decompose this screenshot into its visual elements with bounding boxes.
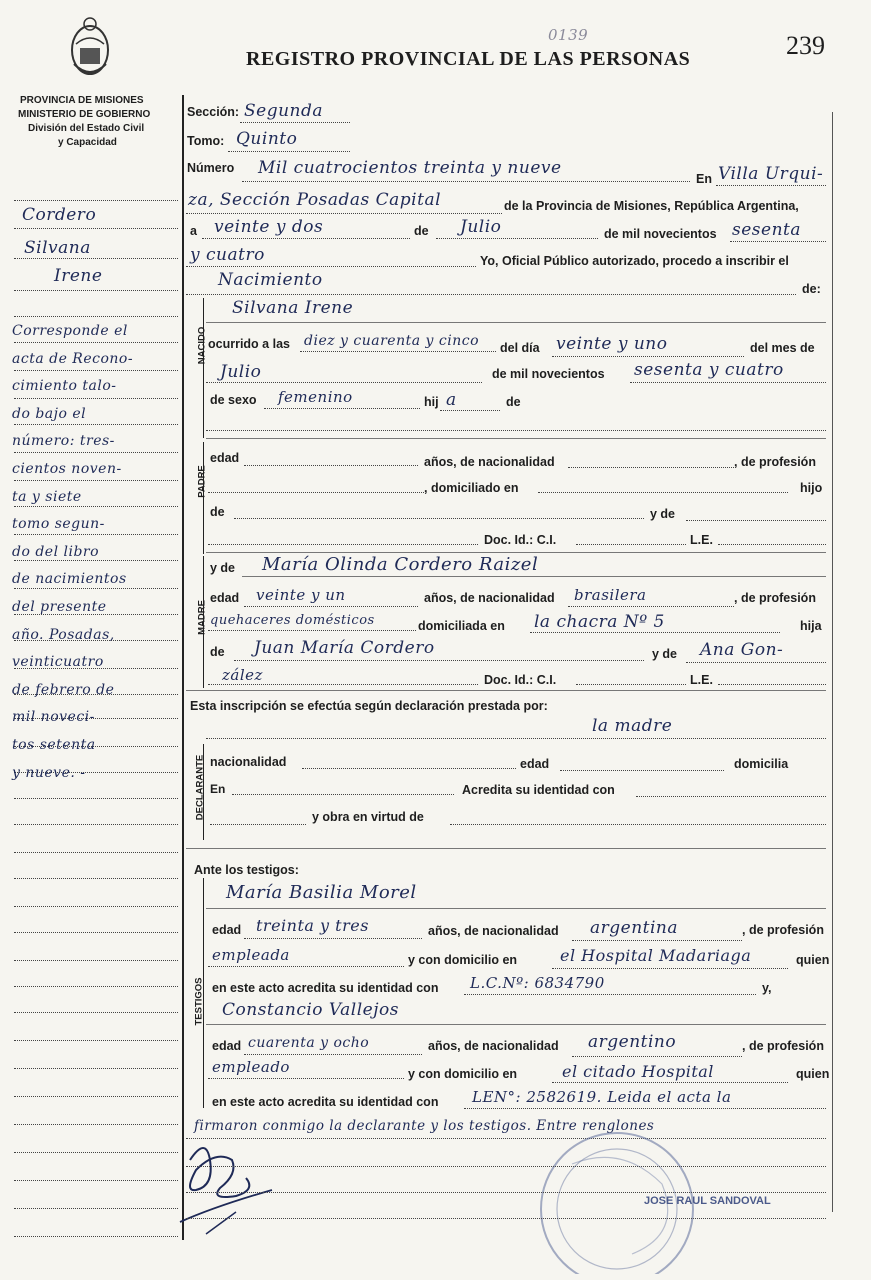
label-hijo: hijo — [800, 481, 823, 495]
value-madre-nombre: María Olinda Cordero Raizel — [262, 554, 539, 575]
label-y-de-madre: y de — [210, 561, 236, 575]
label-le-madre: L.E. — [690, 673, 713, 687]
margin-rule-line — [14, 560, 178, 561]
agency-line-1: PROVINCIA DE MISIONES — [20, 95, 144, 106]
label-provincia: de la Provincia de Misiones, República Argentina, — [504, 199, 799, 213]
value-seccion: Segunda — [244, 101, 324, 121]
value-hora: diez y cuarenta y cinco — [304, 333, 479, 349]
label-anos-nac-padre: años, de nacionalidad — [424, 455, 555, 469]
margin-name-1: Silvana — [24, 238, 91, 258]
value-t2-dom: el citado Hospital — [562, 1062, 714, 1081]
margin-rule-line — [14, 798, 178, 799]
margin-rule-line — [14, 316, 178, 317]
value-dia-nac: veinte y uno — [556, 334, 668, 354]
label-edad-t1: edad — [212, 923, 242, 937]
label-doc-padre: Doc. Id.: C.I. — [484, 533, 557, 547]
margin-rule-line — [14, 932, 178, 933]
label-domiciliada: domiciliada en — [418, 619, 505, 633]
section-declarante: DECLARANTE — [194, 754, 206, 821]
margin-rule-line — [14, 824, 178, 825]
margin-rule-line — [14, 370, 178, 371]
margin-rule-line — [14, 1012, 178, 1013]
margin-rule-line — [14, 1236, 178, 1237]
margin-rule-line — [14, 452, 178, 453]
margin-rule-line — [14, 342, 178, 343]
label-oficial: Yo, Oficial Público autorizado, procedo a inscribir el — [480, 254, 789, 268]
margin-rule-line — [14, 906, 178, 907]
label-anos-nac-madre: años, de nacionalidad — [424, 591, 555, 605]
margin-note-line: año. Posadas, — [12, 626, 115, 643]
label-seccion: Sección: — [187, 105, 240, 119]
margin-rule-line — [14, 200, 178, 201]
margin-rule-line — [14, 258, 178, 259]
label-del-dia: del día — [500, 341, 540, 355]
label-acredita-decl: Acredita su identidad con — [462, 783, 615, 797]
value-lugar-1: Villa Urqui- — [718, 164, 824, 184]
value-t1-dom: el Hospital Madariaga — [560, 946, 752, 965]
margin-rule-line — [14, 1124, 178, 1125]
label-profesion-t1: , de profesión — [742, 923, 824, 937]
agency-line-4: y Capacidad — [58, 137, 117, 148]
page-number: 239 — [786, 31, 825, 60]
value-sexo: femenino — [278, 388, 353, 406]
margin-rule-line — [14, 1040, 178, 1041]
margin-note-line: de nacimientos — [12, 571, 127, 588]
margin-rule-line — [14, 986, 178, 987]
value-tomo: Quinto — [236, 129, 298, 149]
coat-of-arms-icon — [66, 14, 114, 82]
margin-note-line: mil noveci- — [12, 709, 95, 726]
label-quien-t1: quien — [796, 953, 830, 967]
value-dia: veinte y dos — [214, 217, 324, 237]
label-nacionalidad-decl: nacionalidad — [210, 755, 287, 769]
value-t1-prof: empleada — [212, 946, 290, 964]
value-t1-edad: treinta y tres — [256, 916, 369, 935]
label-en-acto-t1: en este acto acredita su identidad con — [212, 981, 439, 995]
margin-rule-line — [14, 506, 178, 507]
label-edad-madre: edad — [210, 591, 240, 605]
margin-rule-line — [14, 878, 178, 879]
margin-rule-line — [14, 852, 178, 853]
margin-name-2: Irene — [54, 266, 103, 286]
value-madre-dom: la chacra Nº 5 — [534, 612, 665, 632]
margin-rule-line — [14, 1208, 178, 1209]
label-doc-madre: Doc. Id.: C.I. — [484, 673, 557, 687]
signature — [176, 1130, 286, 1240]
margin-note-line: Corresponde el — [12, 323, 128, 339]
label-del-mes: del mes de — [750, 341, 815, 355]
value-numero: Mil cuatrocientos treinta y nueve — [258, 158, 562, 178]
margin-note-line: y nueve. - — [12, 764, 86, 781]
label-de-colon: de: — [802, 282, 821, 296]
margin-note-line: acta de Recono- — [12, 350, 134, 367]
section-nacido: NACIDO — [196, 326, 208, 365]
margin-note-line: do bajo el — [12, 405, 87, 422]
value-madre-nac: brasilera — [574, 586, 647, 604]
margin-rule-line — [14, 398, 178, 399]
value-madre-edad: veinte y un — [256, 586, 346, 604]
value-madre-padre: Juan María Cordero — [254, 638, 435, 658]
label-y-comma: y, — [762, 981, 772, 995]
value-cierre: firmaron conmigo la declarante y los testigos. Entre renglones — [194, 1118, 655, 1134]
margin-rule-line — [14, 534, 178, 535]
label-quien-t2: quien — [796, 1067, 830, 1081]
right-border — [832, 112, 833, 1212]
document-title: REGISTRO PROVINCIAL DE LAS PERSONAS — [246, 48, 691, 70]
margin-note-line: ta y siete — [12, 488, 82, 505]
label-obra: y obra en virtud de — [312, 810, 424, 824]
label-y-de-madre-2: y de — [652, 647, 678, 661]
margin-note-line: cientos noven- — [12, 461, 122, 477]
value-acto: Nacimiento — [218, 270, 323, 290]
value-lugar-2: za, Sección Posadas Capital — [188, 190, 442, 210]
value-t1-doc: L.C.Nº: 6834790 — [470, 974, 605, 992]
label-de-padre: de — [210, 505, 225, 519]
signature-line — [186, 1192, 826, 1193]
margin-rule-line — [14, 1068, 178, 1069]
value-madre-madre-1: Ana Gon- — [700, 640, 784, 660]
label-domicilio-t1: y con domicilio en — [408, 953, 518, 967]
label-domiciliado-padre: , domiciliado en — [424, 481, 519, 495]
margin-surname: Cordero — [22, 205, 97, 225]
agency-line-3: División del Estado Civil — [28, 123, 145, 134]
label-de-mil-nov: de mil novecientos — [492, 367, 605, 381]
label-numero: Número — [187, 161, 235, 175]
value-mes: Julio — [460, 217, 502, 237]
label-mil-novecientos: de mil novecientos — [604, 227, 717, 241]
label-de-madre: de — [210, 645, 225, 659]
label-edad-t2: edad — [212, 1039, 242, 1053]
label-anos-nac-t2: años, de nacionalidad — [428, 1039, 559, 1053]
value-madre-prof: quehaceres domésticos — [210, 613, 375, 628]
signatory-name: JOSE RAUL SANDOVAL — [644, 1195, 771, 1207]
label-a: a — [190, 224, 197, 238]
margin-note-line: tos setenta — [12, 737, 96, 753]
margin-rule-line — [14, 1152, 178, 1153]
label-de-sexo: de sexo — [210, 393, 257, 407]
label-edad-decl: edad — [520, 757, 550, 771]
margin-rule-line — [14, 588, 178, 589]
agency-line-2: MINISTERIO DE GOBIERNO — [18, 109, 151, 120]
label-en-acto-t2: en este acto acredita su identidad con — [212, 1095, 439, 1109]
section-madre: MADRE — [196, 600, 208, 635]
value-t2-doc: LEN°: 2582619. Leida el acta la — [472, 1088, 732, 1106]
label-inscripcion: Esta inscripción se efectúa según declaración prestada por: — [190, 699, 548, 713]
label-le-padre: L.E. — [690, 533, 713, 547]
label-tomo: Tomo: — [187, 134, 225, 148]
value-t1-nac: argentina — [590, 918, 679, 938]
section-testigos: TESTIGOS — [193, 977, 205, 1026]
margin-rule-line — [14, 290, 178, 291]
label-ante: Ante los testigos: — [194, 863, 299, 877]
label-profesion-madre: , de profesión — [734, 591, 816, 605]
margin-note-line: do del libro — [12, 543, 100, 560]
margin-note-line: tomo segun- — [12, 516, 105, 533]
signature-line — [186, 1166, 826, 1167]
value-t2-prof: empleado — [212, 1058, 290, 1076]
label-y-de-padre: y de — [650, 507, 676, 521]
margin-rule-line — [14, 1180, 178, 1181]
label-anos-nac-t1: años, de nacionalidad — [428, 924, 559, 938]
margin-note-line: de febrero de — [12, 681, 115, 698]
label-profesion-padre: , de profesión — [734, 455, 816, 469]
margin-note-line: número: tres- — [12, 433, 115, 450]
value-mes-nac: Julio — [220, 362, 262, 382]
value-anio-1: sesenta — [732, 220, 801, 240]
margin-rule-line — [14, 424, 178, 425]
margin-rule-line — [14, 1096, 178, 1097]
stamp-number: 0139 — [548, 26, 589, 44]
margin-rule-line — [14, 480, 178, 481]
value-t1-nombre: María Basilia Morel — [226, 882, 417, 903]
label-hija: hija — [800, 619, 822, 633]
label-domicilia: domicilia — [734, 757, 789, 771]
value-anio-2: y cuatro — [190, 245, 265, 265]
value-anio-nac: sesenta y cuatro — [634, 360, 784, 380]
margin-rule — [182, 95, 184, 1240]
signature-line — [186, 1218, 826, 1219]
label-ocurrido: ocurrido a las — [208, 337, 290, 351]
label-de: de — [414, 224, 429, 238]
margin-note-line: cimiento talo- — [12, 378, 117, 395]
label-en-decl: En — [210, 782, 226, 796]
label-edad-padre: edad — [210, 451, 240, 465]
label-domicilio-t2: y con domicilio en — [408, 1067, 518, 1081]
section-padre: PADRE — [196, 465, 208, 498]
value-hij-suffix: a — [446, 390, 457, 410]
value-nombre: Silvana Irene — [232, 298, 354, 318]
margin-rule-line — [14, 228, 178, 229]
label-de-2: de — [506, 395, 521, 409]
margin-note-line: del presente — [12, 599, 107, 615]
value-t2-nombre: Constancio Vallejos — [222, 1000, 399, 1020]
value-madre-madre-2: zález — [222, 666, 263, 684]
value-t2-edad: cuarenta y ocho — [248, 1035, 370, 1051]
margin-rule-line — [14, 960, 178, 961]
value-declarante: la madre — [592, 716, 673, 736]
margin-note-line: veinticuatro — [12, 654, 104, 671]
label-hij: hij — [424, 395, 439, 409]
label-profesion-t2: , de profesión — [742, 1039, 824, 1053]
value-t2-nac: argentino — [588, 1032, 677, 1052]
label-en: En — [696, 172, 712, 186]
